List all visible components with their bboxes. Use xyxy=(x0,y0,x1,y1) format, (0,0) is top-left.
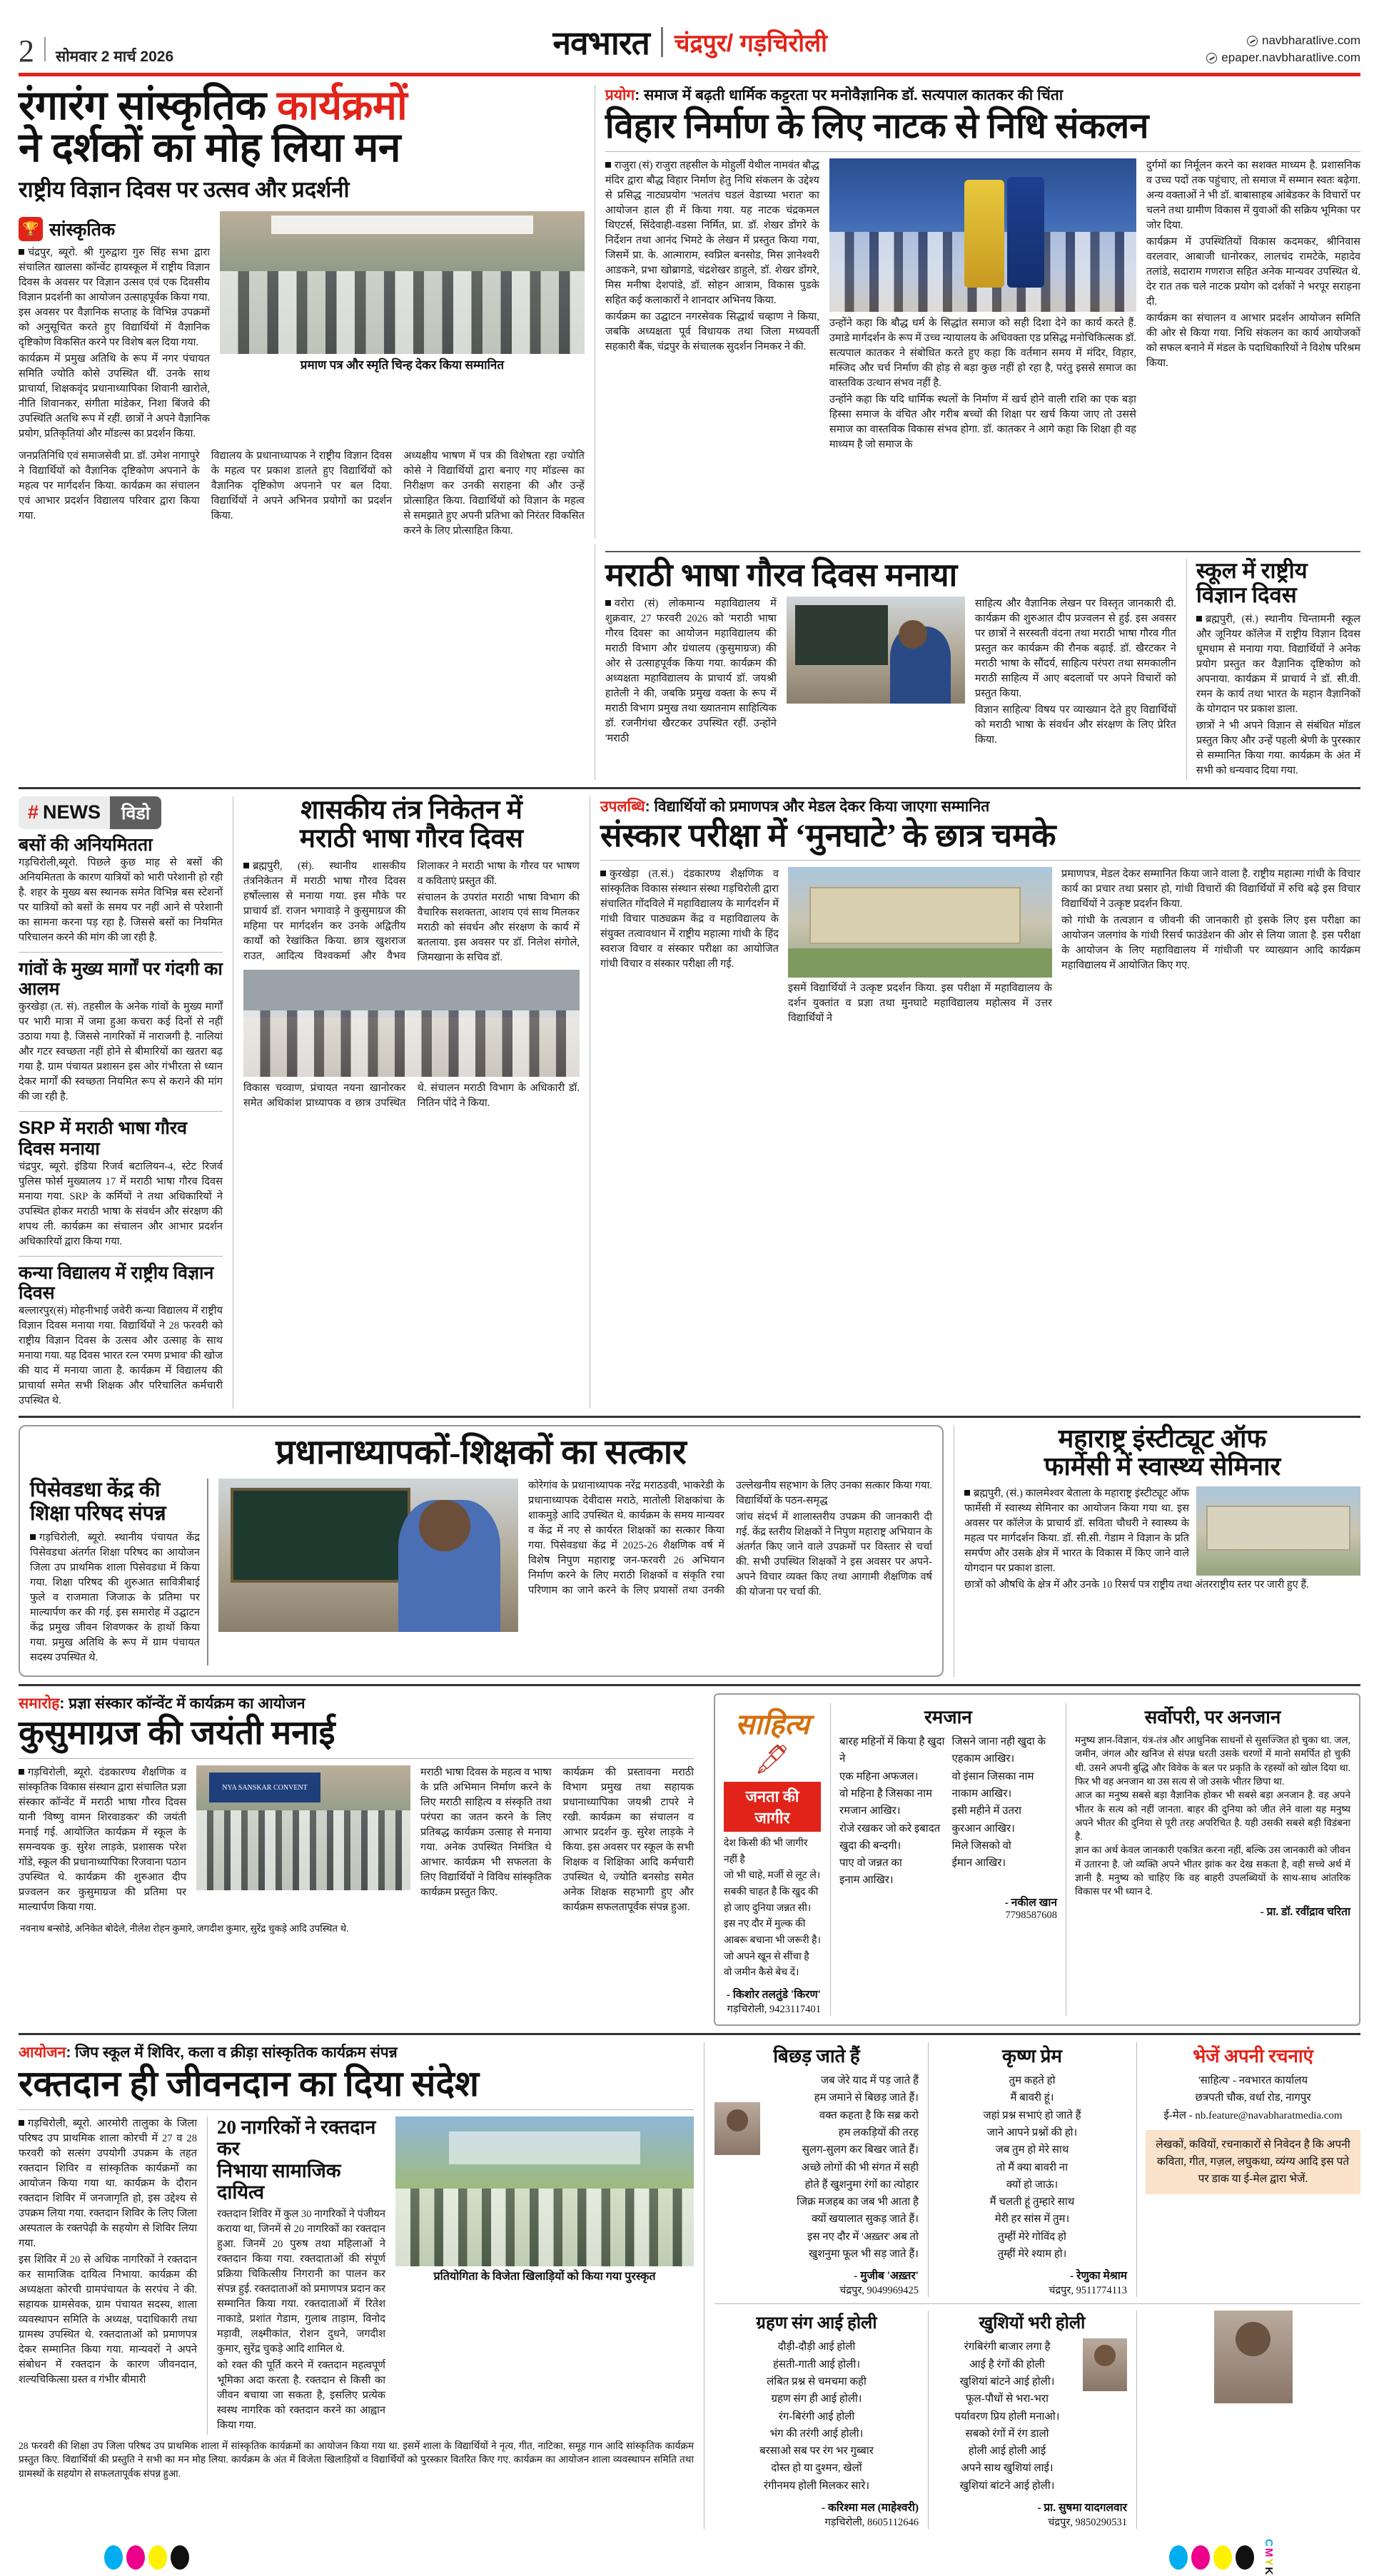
bullet-square xyxy=(19,2120,24,2126)
poem-6-title: खुशियों भरी होली xyxy=(979,2314,1086,2333)
black-dot xyxy=(171,2545,189,2570)
poem-5-meta: गड़चिरोली, 8605112646 xyxy=(824,2517,919,2529)
lead-subhead: राष्ट्रीय विज्ञान दिवस पर उत्सव और प्रदर्शनी xyxy=(19,176,350,202)
marathi-row xyxy=(595,544,1360,780)
cmyk-dots-left xyxy=(104,2545,189,2570)
cmyk-right-group xyxy=(1169,2539,1275,2576)
cmyk-label: CMYK xyxy=(1263,2539,1275,2576)
poem-5-author: - करिश्मा मल (माहेश्वरी) xyxy=(821,2502,919,2515)
prayog-photo-col xyxy=(829,158,1136,454)
pharmacy-content xyxy=(964,1486,1360,1578)
poem-6-meta: चंद्रपुर, 9850290531 xyxy=(1048,2517,1127,2529)
essay-title: सर्वोपरी, पर अनजान xyxy=(1144,1707,1281,1728)
cultural-badge-label: सांस्कृतिक xyxy=(49,220,116,240)
kusum-kicker: समारोह: प्रज्ञा संस्कार कॉन्वेंट में कार्यक्रम का आयोजन xyxy=(19,1695,305,1713)
poem-2-meta: 7798587608 xyxy=(1005,1909,1057,1921)
school-science-headline: स्कूल में राष्ट्रीय विज्ञान दिवस xyxy=(1196,557,1308,608)
shaskiya-body-bottom: विकास चव्वाण, प्रंचायत नयना खानोरकर समेत अधिकांश प्राध्यापक व छात्र उपस्थित थे. संचालन मराठी विभाग के अधिकारी डॉ. नितिन पोंदे ने किया. xyxy=(243,1082,580,1109)
pradhan-headline: प्रधानाध्यापकों-शिक्षकों का सत्कार xyxy=(276,1434,687,1472)
blood-bottom-note: 28 फरवरी की शिक्षा उप जिला परिषद उप प्राथमिक शाला में सांस्कृतिक कार्यक्रमों का आयोजन किया गया था. इसमें शाला के विद्यार्थियों ने नृत्य, गीत, नाटिका, समूह गान आदि सांस्कृतिक कार्यक्रम प्रस्तुत किए. विद्यार्थियों की प्रस्तुति ने सभी का मन मोह लिया. कार्यक्रम के अंत में विजेता खिलाड़ियों व विद्यार्थियों को पुरस्कार वितरित किए गए. कार्यक्रम का आयोजन शाला व्यवस्थापन समिति तथा ग्रामस्थों के सहयोग से सफलतापूर्वक संपन्न हुआ. xyxy=(19,2440,694,2479)
send-address: 'साहित्य' - नवभारत कार्यालय छत्रपती चौक, वर्धा रोड, नागपुर ई-मेल - nb.feature@navabharatmedia.com xyxy=(1163,2075,1343,2121)
poem-3-title: बिछड़ जाते हैं xyxy=(773,2046,860,2067)
literature-logo-block xyxy=(724,1703,831,2016)
pradhan-photo-col xyxy=(218,1479,518,1667)
poet-portrait xyxy=(1214,2311,1293,2403)
poet-3-photo xyxy=(714,2102,760,2155)
news-item-title-0: बसों की अनियमितता xyxy=(19,834,153,855)
masthead-divider xyxy=(44,37,46,61)
pradhan-column xyxy=(19,1425,954,1677)
shaskiya-body-top: ब्रह्मपुरी, (सं). स्थानीय शासकीय तंत्रनिकेतन में मराठी भाषा गौरव दिवस हर्षोल्लास से मनाया गया. इस मौके पर प्राचार्य डॉ. राजन भगावाड़े ने कुसुमाग्रज की महिमा पर मार्गदर्शन कर उनके अद्वितीय कार्यों को रेखांकित किया. छात्र खुशराज राउत, आदित्य विश्वकर्मा और वैभव शिलाकर ने मराठी भाषा के गौरव पर भाषण व कविताएं प्रस्तुत कीं. संचालन के उपरांत मराठी भाषा विभाग की वैचारिक सशक्तता, आशय एवं साथ मिलकर मराठी को संवर्धन और संरक्षण के कार्य में बतलाया. इस अवसर पर डॉ. निलेश संगोले, जिमखाना के सचिव डॉ. xyxy=(243,860,580,963)
pradhan-sidebox xyxy=(30,1479,208,1665)
sanskar-photo xyxy=(788,867,1052,978)
prayog-content xyxy=(605,158,1360,454)
yellow-dot xyxy=(148,2545,167,2570)
kusum-photo xyxy=(196,1765,410,1890)
pradhan-body-right: कोरेगांव के प्रधानाध्यापक नरेंद्र मराठडवी, भाकरेडी के प्रधानाध्यापक देवीदास मराठे, मातोली शिक्षकांचा के शाकमुड़े आदि उपस्थित थे. कार्यक्रम के समय मान्यवर व केंद्र में नए से कार्यरत शिक्षकों का सत्कार किया गया. पिसेवडधा केंद्र में 2025-26 शैक्षणिक वर्ष में विशेष निपुण महाराष्ट्र जन-फरवरी 26 अभियान निर्माण करने के लिए मराठी शिक्षकों व संकृति रचा परिणाम का जाने करने के लिए प्रयासों तथा उनकी उल्लेखनीय सहभाग के लिए उनका सत्कार किया गया. विद्यार्थियों के पठन-समृद्ध जांच संदर्भ में शालास्तरीय उपक्रम की जानकारी दी गई. केंद्र स्तरीय शिक्षकों ने निपुण महाराष्ट्र अभियान के अंतर्गत किए जाने वाले उपक्रमों पर विस्तार से चर्चा की. सभी उपस्थित शिक्षकों ने इस अवसर पर अपने-अपने विचार व्यक्त किए तथा आगामी शैक्षणिक वर्ष की योजना पर चर्चा की. xyxy=(528,1480,932,1598)
kusum-column xyxy=(19,1693,704,2026)
shaskiya-headline: शासकीय तंत्र निकेतन में मराठी भाषा गौरव दिवस xyxy=(299,795,524,853)
prayog-kicker-text: : समाज में बढ़ती धार्मिक कट्टरता पर मनोवैज्ञानिक डॉ. सत्यपाल कातकर की चिंता xyxy=(635,87,1064,103)
pradhan-sidebox-title: पिसेवडधा केंद्र की शिक्षा परिषद संपन्न xyxy=(30,1479,166,1525)
poem-4-meta: चंद्रपुर, 9511774113 xyxy=(1049,2285,1127,2297)
sanskar-col2: इसमें विद्यार्थियों ने उत्कृष्ट प्रदर्शन किया. इस परीक्षा में महाविद्यालय के दर्शन युक्तांत व प्रज्ञा तथा मुनघाटे महाविद्यालय महोत्सव में उत्तर विद्यार्थियों ने xyxy=(788,982,1052,1024)
blood-photo-col xyxy=(395,2116,694,2435)
magenta-dot xyxy=(126,2545,145,2570)
blood-content xyxy=(19,2116,694,2435)
black-dot xyxy=(1236,2545,1254,2570)
news-item-title-3: कन्या विद्यालय में राष्ट्रीय विज्ञान दिवस xyxy=(19,1262,214,1304)
fifth-row xyxy=(19,1693,1360,2026)
poem-4-author: - रेणुका मेश्राम xyxy=(1070,2270,1127,2283)
send-title: भेजें अपनी रचनाएं xyxy=(1192,2046,1314,2067)
prayog-col1: राजुरा (सं) राजुरा तहसील के मोहुर्ली येथील नामवंत बौद्ध मंदिर द्वारा बौद्ध विहार निर्माण हेतु निधि संकलन के उद्देश्य से प्रसिद्ध नाट्यप्रयोग 'भलतंच घडलं वेडाच्या भरात' का आयोजन हाल ही में किया गया. यह नाटक चंद्रकमल थिएटर्स, सिंदेवाही-वडसा निर्मित, प्रा. डॉ. शेखर डोंगरे के निर्देशन तथा आनंद भिमटे के लेखन में प्रस्तुत किया गया, जिसमें प्रा. के. आत्माराम, स्वप्निल बनसोड, मिस ज्ञानेश्वरी आडकने, प्रभा खोब्रागडे, चंद्रशेखर डाहुले, डॉ. शेखर डोंगरे, मिस मनीषा देशपांडे, डॉ. सोहन आत्राम, विकास पुडके सहित कई कलाकारों ने शानदार अभिनय किया. कार्यक्रम का उद्घाटन नगरसेवक सिद्धार्थ चव्हाण ने किया, जबकि अध्यक्षता पूर्व विधायक तथा जिला मध्यवर्ती सहकारी बैंक, चंद्रपुर के संचालक सुदर्शन निमकर ने की. xyxy=(605,159,819,353)
poem-2-col2: जिसने जाना नही खुदा के एहकाम आखिर। वो इंसान जिसका नाम नाकाम आखिर। इसी महीने में उतरा कुरआन आखिर। मिले जिसको वो ईमान आखिर। xyxy=(951,1736,1046,1870)
sanskar-content xyxy=(600,867,1360,1028)
blood-col2: रक्तदान शिविर में कुल 30 नागरिकों ने पंजीयन कराया था, जिनमें से 20 नागरिकों का रक्तदान हुआ. जिनमें 20 पुरुष तथा महिलाओं ने रक्तदान किया गया. रक्तदाताओं की संपूर्ण प्रक्रिया चिकित्सीय निगरानी का पालन कर संपन्न हुई. रक्तदाताओं को प्रमाणपत्र प्रदान कर सम्मानित किया गया. रक्तदाताओं में रितेश नाकाडे, प्रशांत गेडाम, गुलाब ताड़ाम, विनोद मड़ावी, लक्ष्मीकांत, रोशन दुधने, जगदीश कुमार, सुरेंद्र चुकड़े आदि शामिल थे. को रक्त की पूर्ति करने में रक्तदान महत्वपूर्ण भूमिका अदा करता है. रक्तदान से किसी का जीवन बचाया जा सकता है, इसलिए प्रत्येक स्वस्थ नागरिक को रक्तदान करने का आह्वान किया गया. xyxy=(217,2209,385,2432)
blood-sidebox-title: 20 नागरिकों ने रक्तदान कर निभाया सामाजिक दायित्व xyxy=(217,2116,376,2203)
poems-row-2 xyxy=(714,2311,1360,2529)
brand-divider xyxy=(661,27,663,57)
news-badge-left xyxy=(19,796,110,829)
poet-photo-block xyxy=(1146,2311,1360,2529)
bullet-square xyxy=(964,1490,970,1496)
bullet-square xyxy=(19,249,24,255)
pradhan-photo xyxy=(218,1479,518,1632)
news-item-title-2: SRP में मराठी भाषा गौरव दिवस मनाया xyxy=(19,1118,187,1159)
lead-story-column xyxy=(19,85,595,539)
kusum-photo-col xyxy=(196,1765,410,1917)
pradhan-sidebox-col xyxy=(30,1479,208,1667)
news-video-column xyxy=(19,796,233,1409)
shaskiya-photo xyxy=(243,970,580,1077)
edition-name: चंद्रपुर/ गड़चिरोली xyxy=(674,30,827,57)
yellow-dot xyxy=(1213,2545,1232,2570)
lead-badge-photo-row xyxy=(19,211,585,443)
school-science-story xyxy=(1186,559,1360,780)
poem-3-meta: चंद्रपुर, 9049969425 xyxy=(839,2285,919,2297)
cyan-dot xyxy=(104,2545,123,2570)
school-science-body: ब्रह्मपुरी, (सं.) स्थानीय चिन्तामनी स्कूल और जूनियर कॉलेज में राष्ट्रीय विज्ञान दिवस धूमधाम से मनाया गया. विद्यार्थियों ने अनेक प्रयोग प्रस्तुत कर वैज्ञानिक दृष्टिकोण को अपनाया. कार्यक्रम में प्राचार्य ने डॉ. सी.वी. रमन के कार्य तथा भारत के महान वैज्ञानिकों के योगदान पर प्रकाश डाला. छात्रों ने भी अपने विज्ञान से संबंधित मॉडल प्रस्तुत किए और उन्हें पहली श्रेणी के पुरस्कार से सम्मानित किया गया. कार्यक्रम के अंत में सभी को धन्यवाद दिया गया. xyxy=(1196,613,1360,776)
poet-6-photo xyxy=(1083,2338,1127,2391)
prayog-col3: दुर्गमों का निर्मूलन करने का सशक्त माध्यम है. प्रशासनिक व उच्च पदों तक पहुंचाए, तो समाज में सम्मान स्वतः बढ़ेगा. अन्य वक्ताओं ने भी डॉ. बाबासाहब आंबेडकर के विचारों पर चलने तथा ग्रामीण विकास में युवाओं की सक्रिय भूमिका पर जोर दिया. कार्यक्रम में उपस्थितियों विकास कदमकर, श्रीनिवास वरलवार, आबाजी धानोरकर, लालचंद रामटेके, महादेव तलांडे, सदाराम गणराज सहित अनेक मान्यवर उपस्थित थे. देर रात तक चले नाटक प्रयोग को दर्शकों ने भरपूर सराहना दी. कार्यक्रम का संचालन व आभार प्रदर्शन आयोजन समिति की ओर से किया गया. निधि संकलन का कार्य आयोजकों को सफल बनाने में मंडल के पदाधिकारियों ने विशेष परिश्रम किया. xyxy=(1146,159,1360,369)
pharmacy-headline: महाराष्ट्र इंस्टीट्यूट ऑफ फार्मेसी में स्वास्थ्य सेमिनार xyxy=(1044,1424,1281,1481)
bullet-square xyxy=(30,1534,36,1540)
kusum-col1: गड़चिरोली, ब्यूरो. दंडकारण्य शैक्षणिक व सांस्कृतिक विकास संस्थान द्वारा संचालित प्रज्ञा संस्कार कॉन्वेंट में मराठी भाषा गौरव दिवस यानी 'विष्णु वामन शिरवाडकर' की जयंती मनाई गई. आयोजित कार्यक्रम में स्कूल के समन्वयक कु. सुरेश लाड़के, प्रशासक परेश गोंडे, स्कूल की प्रधानाध्यापिका रिजवाना पठान उपस्थित थे. कार्यक्रम की शुरुआत दीप प्रज्वलन कर कुसुमाग्रज की प्रतिमा पर माल्यार्पण किया गया. xyxy=(19,1766,186,1913)
hash-icon: # xyxy=(28,801,39,823)
poem-6-lines: रंगबिरंगी बाजार लगा है आई है रंगों की होली खुशियां बांटने आई होली। फूल-पौधों से भरा-भरा पर्यावरण प्रिय होली मनाओ। सबको रंगों में रंग डालो होली आई होली आई अपने साथ खुशियां लाई। खुशियां बांटने आई होली। xyxy=(954,2341,1060,2492)
cyan-dot xyxy=(1169,2545,1188,2570)
blood-headline: रक्तदान ही जीवनदान का दिया संदेश xyxy=(19,2064,479,2104)
marathi-photo-col xyxy=(787,597,965,749)
masthead-red-rule xyxy=(19,73,1360,76)
sanskar-kicker: उपलब्धि: विद्यार्थियों को प्रमाणपत्र और मेडल देकर किया जाएगा सम्मानित xyxy=(600,798,990,815)
news-label: NEWS xyxy=(43,801,101,823)
bullet-square xyxy=(19,1769,24,1775)
lead-photo-block xyxy=(220,211,585,443)
poem-2-author: - नकील खान xyxy=(1004,1896,1057,1909)
prayog-photo xyxy=(829,158,1136,312)
marathi-story xyxy=(605,559,1176,780)
prayog-kicker-tag: प्रयोग xyxy=(605,87,635,103)
essay-body: मनुष्य ज्ञान-विज्ञान, यंत्र-तंत्र और आधुनिक साधनों से सुसज्जित हो चुका था. जल, जमीन, जंगल और खनिज से संपन्न धरती उसके चरणों में मानो समर्पित हो चुकी थी. उसने अपनी बुद्धि और विवेक के बल पर प्रकृति के रहस्यों को खोल दिया था. फिर भी वह अनजान था उस सत्य से जो उसके भीतर छिपा था. आज का मनुष्य सबसे बड़ा वैज्ञानिक होकर भी सबसे बड़ा अनजान है. वह अपने भीतर के सत्य को नहीं जानता. बाहर की दुनिया को जीत लेने वाला यह मनुष्य अपने भीतर की दुनिया से पूरी तरह अपरिचित है. यही उसकी सबसे बड़ी विडंबना है. ज्ञान का अर्थ केवल जानकारी एकत्रित करना नहीं, बल्कि उस जानकारी को जीवन में उतारना है. जो व्यक्ति अपने भीतर झांक कर देख सकता है, वही सच्चे अर्थ में ज्ञानी है. मनुष्य को चाहिए कि वह बाहरी उपलब्धियों के साथ-साथ आंतरिक विकास पर भी ध्यान दे. xyxy=(1075,1735,1350,1897)
send-block xyxy=(1146,2042,1360,2297)
poems-row-1 xyxy=(714,2042,1360,2297)
blood-caption: प्रतियोगिता के विजेता खिलाड़ियों को किया गया पुरस्कृत xyxy=(433,2271,656,2283)
poem-2-block xyxy=(831,1703,1066,2016)
lead-headline: रंगारंग सांस्कृतिक कार्यक्रमों ने दर्शकों का मोह लिया मन xyxy=(19,83,408,171)
third-row xyxy=(19,796,1360,1409)
lead-photo-caption: प्रमाण पत्र और स्मृति चिन्ह देकर किया सम्मानित xyxy=(300,358,505,372)
blood-photo xyxy=(395,2116,694,2266)
pradhan-box xyxy=(19,1425,944,1677)
news-item-body-2: चंद्रपुर, ब्यूरो. इंडिया रिजर्व बटालियन-4, स्टेट रिजर्व पुलिस फोर्स मुख्यालय 17 में मराठी भाषा गौरव दिवस मनाया गया. SRP के कर्मियों ने तथा अधिकारियों ने उपस्थित होकर मराठी भाषा के संवर्धन और संरक्षण की शपथ ली. कार्यक्रम का संचालन और आभार प्रदर्शन अधिकारियों द्वारा किया गया. xyxy=(19,1160,223,1247)
sanskar-headline: संस्कार परीक्षा में ‘मुनघाटे’ के छात्र चमके xyxy=(600,817,1056,853)
sixth-row xyxy=(19,2042,1360,2529)
poem-5-lines: दौड़ी-दौड़ी आई होली हंसती-गाती आई होली। लंबित प्रश्न से चमचमा कही ग्रहण संग ही आई होली। रंग-बिरंगी आई होली भंग की तरंगी आई होली। बरसाओ सब पर रंग भर गुब्बार दोस्त हो या दुश्मन, खेलों रंगीनमय होली मिलकर सारे। xyxy=(759,2341,874,2492)
kusum-caption: नवनाथ बन्सोडे, अनिकेत बोदेले, नीलेश रोहन कुमारे, जगदीश कुमार, सुरेंद्र चुकड़े आदि उपस्थित थे. xyxy=(20,1922,349,1934)
bullet-square xyxy=(605,600,611,606)
masthead xyxy=(19,16,1360,67)
lead-headline-red: कार्यक्रमों xyxy=(277,83,408,128)
pharmacy-column xyxy=(954,1425,1360,1677)
blood-kicker: आयोजन: जिप स्कूल में शिविर, कला व क्रीड़ा सांस्कृतिक कार्यक्रम संपन्न xyxy=(19,2044,398,2062)
trophy-icon xyxy=(19,217,43,241)
poem-6-block xyxy=(937,2311,1137,2529)
poem-6-author: - प्रा. सुषमा यादगलवार xyxy=(1037,2502,1127,2515)
poem-1-meta: गड़चिरोली, 9423117401 xyxy=(727,2004,821,2016)
shaskiya-column xyxy=(233,796,590,1409)
news-item-body-1: कुरखेड़ा (त. सं). तहसील के अनेक गांवों के मुख्य मार्गों पर भारी मात्रा में जमा हुआ कचरा कई दिनों से नहीं उठाया गया है. जिससे नागरिकों में नाराजगी है. नालियां और गटर स्वच्छता नहीं होने से बीमारियों का खतरा बढ़ गया है. ग्राम पंचायत प्रशासन इस ओर गंभीरता से ध्यान देकर मार्गों की स्वच्छता नियमित रूप से कराने की मांग की जा रही है. xyxy=(19,1001,223,1103)
news-item-body-0: गड़चिरोली,ब्यूरो. पिछले कुछ माह से बसों की अनियमितता के कारण यात्रियों को भारी परेशानी हो रही है. शहर के मुख्य बस स्थानक समेत विभिन्न बस स्टेशनों पर यात्रियों को बसों के समय पर नहीं आने से परेशानी का सामना करना पड़ रहा है. जिससे बसों का नियमित परिचालन करने की मांग की जा रही है. xyxy=(19,856,223,943)
kusum-headline: कुसुमाग्रज की जयंती मनाई xyxy=(19,1715,335,1753)
page-number: 2 xyxy=(19,34,34,69)
blood-sidebox xyxy=(207,2116,385,2435)
prayog-kicker xyxy=(605,85,1360,105)
fourth-row xyxy=(19,1425,1360,1677)
marathi-content xyxy=(605,597,1176,749)
second-row xyxy=(19,544,1360,780)
website-epaper[interactable]: epaper.navbharatlive.com xyxy=(1221,51,1360,65)
sanskar-kicker-tag: उपलब्धि xyxy=(600,798,645,815)
prayog-col2: उन्होंने कहा कि बौद्ध धर्म के सिद्धांत समाज को सही दिशा देने का कार्य करते हैं. उमाडे मार्गदर्शन के रूप में उच्च न्यायालय के अधिवक्ता एड प्रसिद्ध मनोचिकित्सक डॉ. सत्यपाल कातकर ने संबोधित करते हुए कहा कि वर्तमान समय में मंदिर, विहार, मस्जिद और चर्च निर्माण की होड़ से बड़ा कुछ नहीं हो रहा है, परंतु इससे समाज का वास्तविक उत्थान संभव नहीं है. उन्होंने कहा कि यदि धार्मिक स्थलों के निर्माण में खर्च होने वाली राशि का एक बड़ा हिस्सा समाज के वंचित और गरीब बच्चों की शिक्षा पर खर्च किया जाए तो उससे समाज का वास्तविक विकास संभव होगा. डॉ. कातकर ने आगे कहा कि शिक्षा ही वह माध्यम है जो समाज के xyxy=(829,317,1136,450)
bullet-square xyxy=(600,871,606,876)
brand-logo: नवभारत xyxy=(552,24,650,61)
send-note: लेखकों, कवियों, रचनाकारों से निवेदन है कि अपनी कविता, गीत, गज़ल, लघुकथा, व्यंग्य आदि इस पते पर डाक या ई-मेल द्वारा भेजें. xyxy=(1146,2130,1360,2194)
news-video-badge[interactable] xyxy=(19,796,161,829)
kusum-col23: मराठी भाषा दिवस के महत्व व भाषा के प्रति अभिमान निर्माण करने के लिए मराठी साहित्य व संस्कृति तथा परंपरा का जतन करने के लिए प्रतिबद्ध कार्यक्रम उत्साह से मनाया गया. अनेक उपस्थित निमंत्रित थे आभार. कार्यक्रम भी सफलता के लिए विद्यार्थियों ने विविध सांस्कृतिक कार्यक्रम प्रस्तुत किए. कार्यक्रम की प्रस्तावना मराठी विभाग प्रमुख तथा सहायक प्रधानाध्यापिका जयश्री टापरे ने रखी. कार्यक्रम का संचालन व आभार प्रदर्शन कु. सुरेश लाड़के ने किया. इस अवसर पर स्कूल के सभी शिक्षक व शिक्षिका आदि कर्मचारी उपस्थित थे, ज्योति बनसोड समेत अनेक शिक्षक सहभागी हुए और कार्यक्रम सफलतापूर्वक संपन्न हुआ. xyxy=(420,1766,694,1913)
janta-label: जनता की जागीर xyxy=(724,1782,821,1832)
literature-box xyxy=(714,1693,1360,2026)
poem-4-lines: तुम कहते हो मैं बावरी हूं। जहां प्रश्न सभाएं हो जाते हैं जाने आपने प्रश्नों की हो। जब तुम हो मेरे साथ तो मैं क्या बावरी ना क्यों हो जाऊं। मैं चलती हूं तुम्हारे साथ मेरी हर सांस में तुम। तुम्हीं मेरे गोविंद हो तुम्हीं मेरे श्याम हो। xyxy=(983,2075,1081,2261)
poem-3-author: - मुजीब 'अख़्तर' xyxy=(854,2270,919,2283)
literature-logo-text: साहित्य xyxy=(735,1708,809,1741)
cultural-badge xyxy=(19,217,210,241)
blood-kicker-tag: आयोजन xyxy=(19,2044,66,2062)
poem-5-title: ग्रहण संग आई होली xyxy=(756,2314,877,2333)
kusum-kicker-tag: समारोह xyxy=(19,1695,60,1713)
cmyk-footer xyxy=(19,2539,1360,2576)
marathi-col1: वरोरा (सं) लोकमान्य महाविद्यालय में शुक्रवार, 27 फरवरी 2026 को 'मराठी भाषा गौरव दिवस' का आयोजन महाविद्यालय की मराठी विभाग और ग्रंथालय (कुसुमाग्रज) की ओर से उत्साहपूर्वक किया गया. कार्यक्रम की अध्यक्षता महाविद्यालय के प्राचार्य डॉ. जयश्री हातेली ने की, जबकि प्रमुख वक्ता के रूप में मराठी विभाग प्रमुख तथा ख्यातनाम साहित्यिक डॉ. रजनीगंधा खैरटकर उपस्थित रहीं. उन्होंने 'मराठी xyxy=(605,598,777,745)
publication-date: सोमवार 2 मार्च 2026 xyxy=(56,49,174,65)
poem-4-title: कृष्ण प्रेम xyxy=(1002,2046,1062,2067)
lead-body-col1: चंद्रपुर, ब्यूरो. श्री गुरुद्वारा गुरु सिंह सभा द्वारा संचालित खालसा कॉन्वेंट हायस्कूल में राष्ट्रीय विज्ञान दिवस के अवसर पर विज्ञान उत्सव एवं एक दिवसीय विज्ञान प्रदर्शनी का आयोजन उत्साहपूर्वक किया गया. इस अवसर पर वैज्ञानिक सप्ताह के विभिन्न उपक्रमों को अनुसूचित करते हुए विद्यार्थियों में वैज्ञानिक दृष्टिकोण विकसित करने पर विशेष बल दिया गया. कार्यक्रम में प्रमुख अतिथि के रूप में नगर पंचायत समिति ज्योति कोसे उपस्थित थीं. उनके साथ प्राचार्या, शिक्षकवृंद प्रधानाध्यापिका शिवानी खारोले, नीति शिवानकर, संगीता मांडेकर, निशा बिंजवे की उपस्थिति अतथि रूप में रहीं. छात्रों ने अपने वैज्ञानिक प्रयोग, प्रतिकृतियां और मॉडल्स का प्रदर्शन किया. xyxy=(19,246,210,440)
poem-2-col1: बारह महिनों में किया है खुदा ने एक महिना अफजल। वो महिना है जिसका नाम रमजान आखिर। रोजे रखकर जो करे इबादत खुदा की बन्दगी। पाए वो जन्नत का इनाम आखिर। xyxy=(839,1736,945,1887)
sanskar-photo-col xyxy=(788,867,1052,1028)
sanskar-column xyxy=(590,796,1360,1409)
masthead-brand-block xyxy=(552,20,827,64)
cmyk-dots-right xyxy=(1169,2545,1254,2570)
literature-column xyxy=(704,1693,1360,2026)
pradhan-col1: गड़चिरोली, ब्यूरो. स्थानीय पंचायत केंद्र पिसेवडधा अंतर्गत शिक्षा परिषद का आयोजन जिला उप प्राथमिक शाला पिसेवडधा में किया गया. शिक्षा परिषद की शुरुआत सावित्रीबाई फुले व राजमाता जिजाऊ के प्रतिमा पर माल्यार्पण कर की गई. इस समारोह में उद्घाटन केंद्र प्रमुख जीवन शिवणकर के हाथों किया गया. प्रमुख अतिथि के रूप में ग्राम पंचायत सदस्य उपस्थित थे. xyxy=(30,1532,200,1664)
essay-block xyxy=(1066,1703,1350,2016)
pradhan-content xyxy=(30,1479,932,1667)
news-item-body-3: बल्लारपुर(सं) मोहनीभाई जवेरी कन्या विद्यालय में राष्ट्रीय विज्ञान दिवस मनाया गया. विद्यार्थियों ने 28 फरवरी को राष्ट्रीय विज्ञान दिवस के उत्सव और उत्साह के साथ मनाया गया. यह दिवस भारत रत्न 'रमण प्रभाव' की खोज की याद में मनाया जाता है. कार्यक्रम में विद्यालय की प्राचार्या समेत सभी शिक्षक और परिचालित कर्मचारी उपस्थित थे. xyxy=(19,1305,223,1407)
bullet-square xyxy=(243,863,249,868)
poem-5-block xyxy=(714,2311,929,2529)
poem-2-title: रमजान xyxy=(924,1707,972,1728)
essay-author: - प्रा. डॉ. रवींद्राव चरिता xyxy=(1260,1905,1350,1918)
marathi-col2: साहित्य और वैज्ञानिक लेखन पर विस्तृत जानकारी दी. कार्यक्रम की शुरुआत दीप प्रज्वलन से हुई. इस अवसर पर छात्रों ने सरस्वती वंदना तथा मराठी भाषा गौरव गीत प्रस्तुत कर कार्यक्रम की रौनक बढ़ाई. डॉ. खैरटकर ने मराठी भाषा के सौंदर्य, साहित्य परंपरा तथा समकालीन मराठी साहित्य में आए बदलावों पर अपने विचारों को प्रस्तुत किया. विज्ञान साहित्य' विषय पर व्याख्यान देते हुए विद्यार्थियों को मराठी भाषा के संवर्धन और संरक्षण के लिए प्रेरित किया. xyxy=(974,598,1176,746)
pharmacy-photo-col xyxy=(1196,1486,1360,1578)
sanskar-col1: कुरखेड़ा (त.सं.) दंडकारण्य शैक्षणिक व सांस्कृतिक विकास संस्थान संस्था गड़चिरोली द्वारा संचालित गोंदविले में महाविद्यालय के मार्गदर्शन में गांधी विचार पाठ्यक्रम केंद्र व महाविद्यालय के संयुक्त तत्वावधान में राष्ट्रीय महात्मा गांधी के हिंद स्वराज विचार व संस्कार परीक्षा का आयोजित गांधी विचार व संस्कार परीक्षा ली गई. xyxy=(600,868,779,970)
website-main[interactable]: navbharatlive.com xyxy=(1262,33,1360,47)
poems-column xyxy=(704,2042,1360,2529)
lead-headline-line2: ने दर्शकों का मोह लिया मन xyxy=(19,125,400,171)
prayog-story-column xyxy=(595,85,1360,539)
top-row xyxy=(19,85,1360,539)
kusum-content xyxy=(19,1765,694,1917)
lead-body-rest: जनप्रतिनिधि एवं समाजसेवी प्रा. डॉ. उमेश नागापुरे ने विद्यार्थियों को वैज्ञानिक दृष्टिकोण अपनाने के महत्व पर मार्गदर्शन किया. कार्यक्रम का संचालन एवं आभार प्रदर्शन विद्यालय परिवार द्वारा किया गया. विद्यालय के प्रधानाध्यापक ने राष्ट्रीय विज्ञान दिवस के महत्व पर प्रकाश डालते हुए विद्यार्थियों को वैज्ञानिक दृष्टिकोण अपनाने पर बल दिया. विद्यार्थियों ने अपने अभिनव प्रयोगों का प्रदर्शन किया. अध्यक्षीय भाषण में पत्र की विशेषता रहा ज्योति कोसे ने विद्यार्थियों द्वारा बनाए गए मॉडल्स का निरीक्षण कर उनकी सराहना की और उन्हें प्रोत्साहित किया. विद्यार्थियों को विज्ञान के महत्व से समझाते हुए अपनी प्रतिभा को निरंतर विकसित करने के लिए प्रोत्साहित किया. xyxy=(19,450,585,537)
pharmacy-photo xyxy=(1196,1486,1360,1576)
quill-icon: 🖋 xyxy=(754,1743,791,1776)
masthead-websites xyxy=(1206,32,1360,67)
sanskar-col3: प्रमाणपत्र, मेडल देकर सम्मानित किया जाने वाला है. राष्ट्रीय महात्मा गांधी के विचार कार्य का प्रचार तथा प्रसार हो, गांधी विचारों की विद्यार्थियों में रुचि बढ़े इस विचार विद्यार्थियों ने उत्कृष्ट प्रदर्शन किया. को गांधी के तत्वज्ञान व जीवनी की जानकारी हो इसके लिए इस परीक्षा का आयोजन जलगांव के गांधी रिसर्च फाउंडेशन की ओर से लिया जाता है. इस परीक्षा के आयोजन के लिए महाविद्यालय में गांधीजी पर व्याख्यान आदि कार्यक्रम महाविद्यालय में आयोजित किए गए. xyxy=(1061,868,1360,971)
poem-4-block xyxy=(937,2042,1137,2297)
bullet-square xyxy=(1196,616,1202,622)
blood-column xyxy=(19,2042,704,2529)
masthead-left xyxy=(19,36,173,67)
marathi-and-science xyxy=(605,559,1360,780)
poem-1-lines: देश किसी की भी जागीर नहीं है जो भी चाहे, मर्जी से लूट ले। सबकी चाहत है कि खुद की हो जाए दुनिया जन्नत सी। इस नए दौर में मुल्क की आबरू बचाना भी जरूरी है। जो अपने खून से सींचा है वो जमीन कैसे बेच दें। xyxy=(724,1838,821,1979)
globe-icon xyxy=(1206,53,1217,64)
lead-photo xyxy=(220,211,585,354)
magenta-dot xyxy=(1191,2545,1210,2570)
kusum-photo-banner: NYA SANSKAR CONVENT xyxy=(209,1773,320,1802)
poem-3-lines: जब जेरे याद में पड़ जाते हैं हम जमाने से बिछड़ जाते हैं। वक्त कहता है कि सब्र करो हम लकड़ियों की तरह सुलग-सुलग कर बिखर जाते हैं। अच्छे लोगों की भी संगत में सही होते हैं खुशनुमा रंगों का त्योहार जिक्र मजहब का जब भी आता है क्यों खयालात सुकड़ जाते हैं। इस नए दौर में 'अख़्तर' अब तो खुशनुमा फूल भी सड़ जाते हैं। xyxy=(797,2075,919,2261)
bullet-square xyxy=(605,162,611,168)
poem-3-block xyxy=(714,2042,929,2297)
prayog-headline: विहार निर्माण के लिए नाटक से निधि संकलन xyxy=(605,106,1149,146)
blood-col1: गड़चिरोली, ब्यूरो. आरमोरी तालुका के जिला परिषद उप प्राथमिक शाला कोरची में 27 व 28 फरवरी को सत्संग उपयोगी उपक्रम के तहत रक्तदान शिविर व सांस्कृतिक कार्यक्रमों का आयोजन किया गया था. कार्यक्रम के दौरान रक्तदान शिविर में जनजागृति हो, इस उद्देश्य से उपक्रम लिया गया. रक्तदान शिविर के लिए जिला अस्पताल के रक्तपेढ़ी के सहयोग से शिविर लिया गया. इस शिविर में 20 से अधिक नागरिकों ने रक्तदान कर सामाजिक दायित्व निभाया. कार्यक्रम की अध्यक्षता कोरची ग्रामपंचायत के सरपंच ने की. सहायक ग्रामसेवक, ग्राम पंचायत सदस्य, शाला व्यवस्थापन समिति के अध्यक्ष, पदाधिकारी तथा ग्रामस्थ उपस्थित थे. रक्तदाताओं को प्रमाणपत्र देकर सम्मानित किया गया. मान्यवरों ने अपने संबोधन में रक्तदान के कारण जीवनदान, शल्यचिकित्सा ग्रस्त व गंभीर बीमारी xyxy=(19,2118,197,2386)
lead-badge-col xyxy=(19,211,210,443)
marathi-photo xyxy=(787,597,965,704)
globe-icon xyxy=(1247,36,1258,46)
pharmacy-body-2: छात्रों को औषधि के क्षेत्र में और उनके 10 रिसर्च पत्र राष्ट्रीय तथा अंतरराष्ट्रीय स्तर पर जारी हुए हैं. xyxy=(964,1578,1309,1591)
poem-1-author: - किशोर तलतुंडे 'किरण' xyxy=(726,1989,821,2002)
marathi-headline: मराठी भाषा गौरव दिवस मनाया xyxy=(605,557,958,593)
video-label: विडो xyxy=(110,796,161,829)
pharmacy-body: ब्रह्मपुरी, (सं.) कालमेश्वर बेताला के महाराष्ट्र इंस्टीट्यूट ऑफ फार्मेसी में स्वास्थ्य सेमिनार का आयोजन किया गया था. इस अवसर पर कॉलेज के प्राचार्य डॉ. सविता चौधरी ने स्वास्थ्य के महत्व पर मार्गदर्शन किया. डॉ. सी.सी. गेडाम ने विज्ञान के प्रति समर्पण और उसके क्षेत्र में भारत के विकास में किए जाने वाले योगदान पर प्रकाश डाला. xyxy=(964,1487,1189,1574)
news-item-title-1: गांवों के मुख्य मार्गों पर गंदगी का आलम xyxy=(19,958,223,1000)
